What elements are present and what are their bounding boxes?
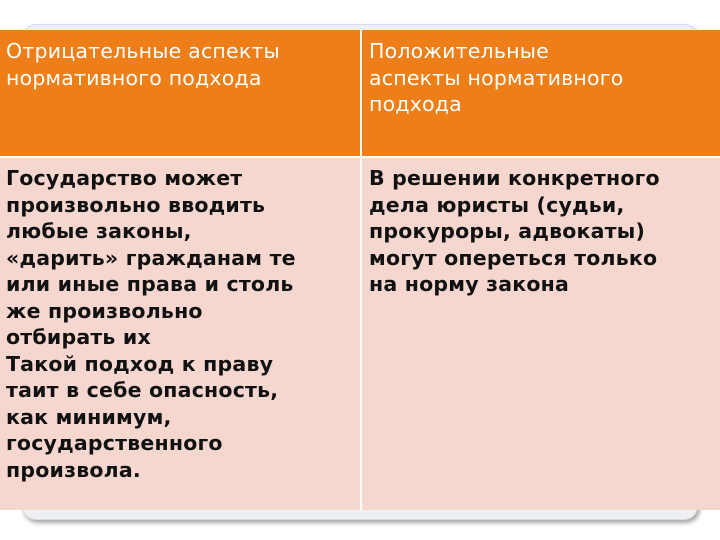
cell-line: или иные права и столь [6,272,294,296]
comparison-table [0,30,720,510]
header-line: Отрицательные аспекты [6,39,280,63]
header-line: подхода [369,92,462,116]
cell-line: на норму закона [369,272,570,296]
cell-line: дела юристы (судьи, [369,192,625,217]
cell-line: Такой подход к праву [6,351,274,376]
cell-negative-text [0,158,361,510]
cell-line: могут опереться только [369,245,658,270]
cell-line: любые законы, [6,219,192,243]
cell-line: «дарить» гражданам те [6,245,296,270]
cell-line: прокуроры, адвокаты) [369,219,646,243]
cell-line: отбирать их [6,325,151,349]
header-negative-aspects [0,30,361,158]
header-line: Положительные [369,39,549,63]
header-line: аспекты нормативного [369,65,624,90]
cell-line: же произвольно [6,298,203,323]
cell-line: произвольно вводить [6,192,266,217]
header-line: нормативного подхода [6,65,262,90]
cell-line: государственного [6,431,223,455]
cell-line: Государство может [6,166,243,190]
cell-line: В решении конкретного [369,166,660,190]
cell-positive-text [361,158,720,510]
cell-line: как минимум, [6,404,172,429]
cell-line: таит в себе опасность, [6,378,279,402]
cell-line: произвола. [6,457,141,482]
header-positive-aspects [361,30,720,158]
